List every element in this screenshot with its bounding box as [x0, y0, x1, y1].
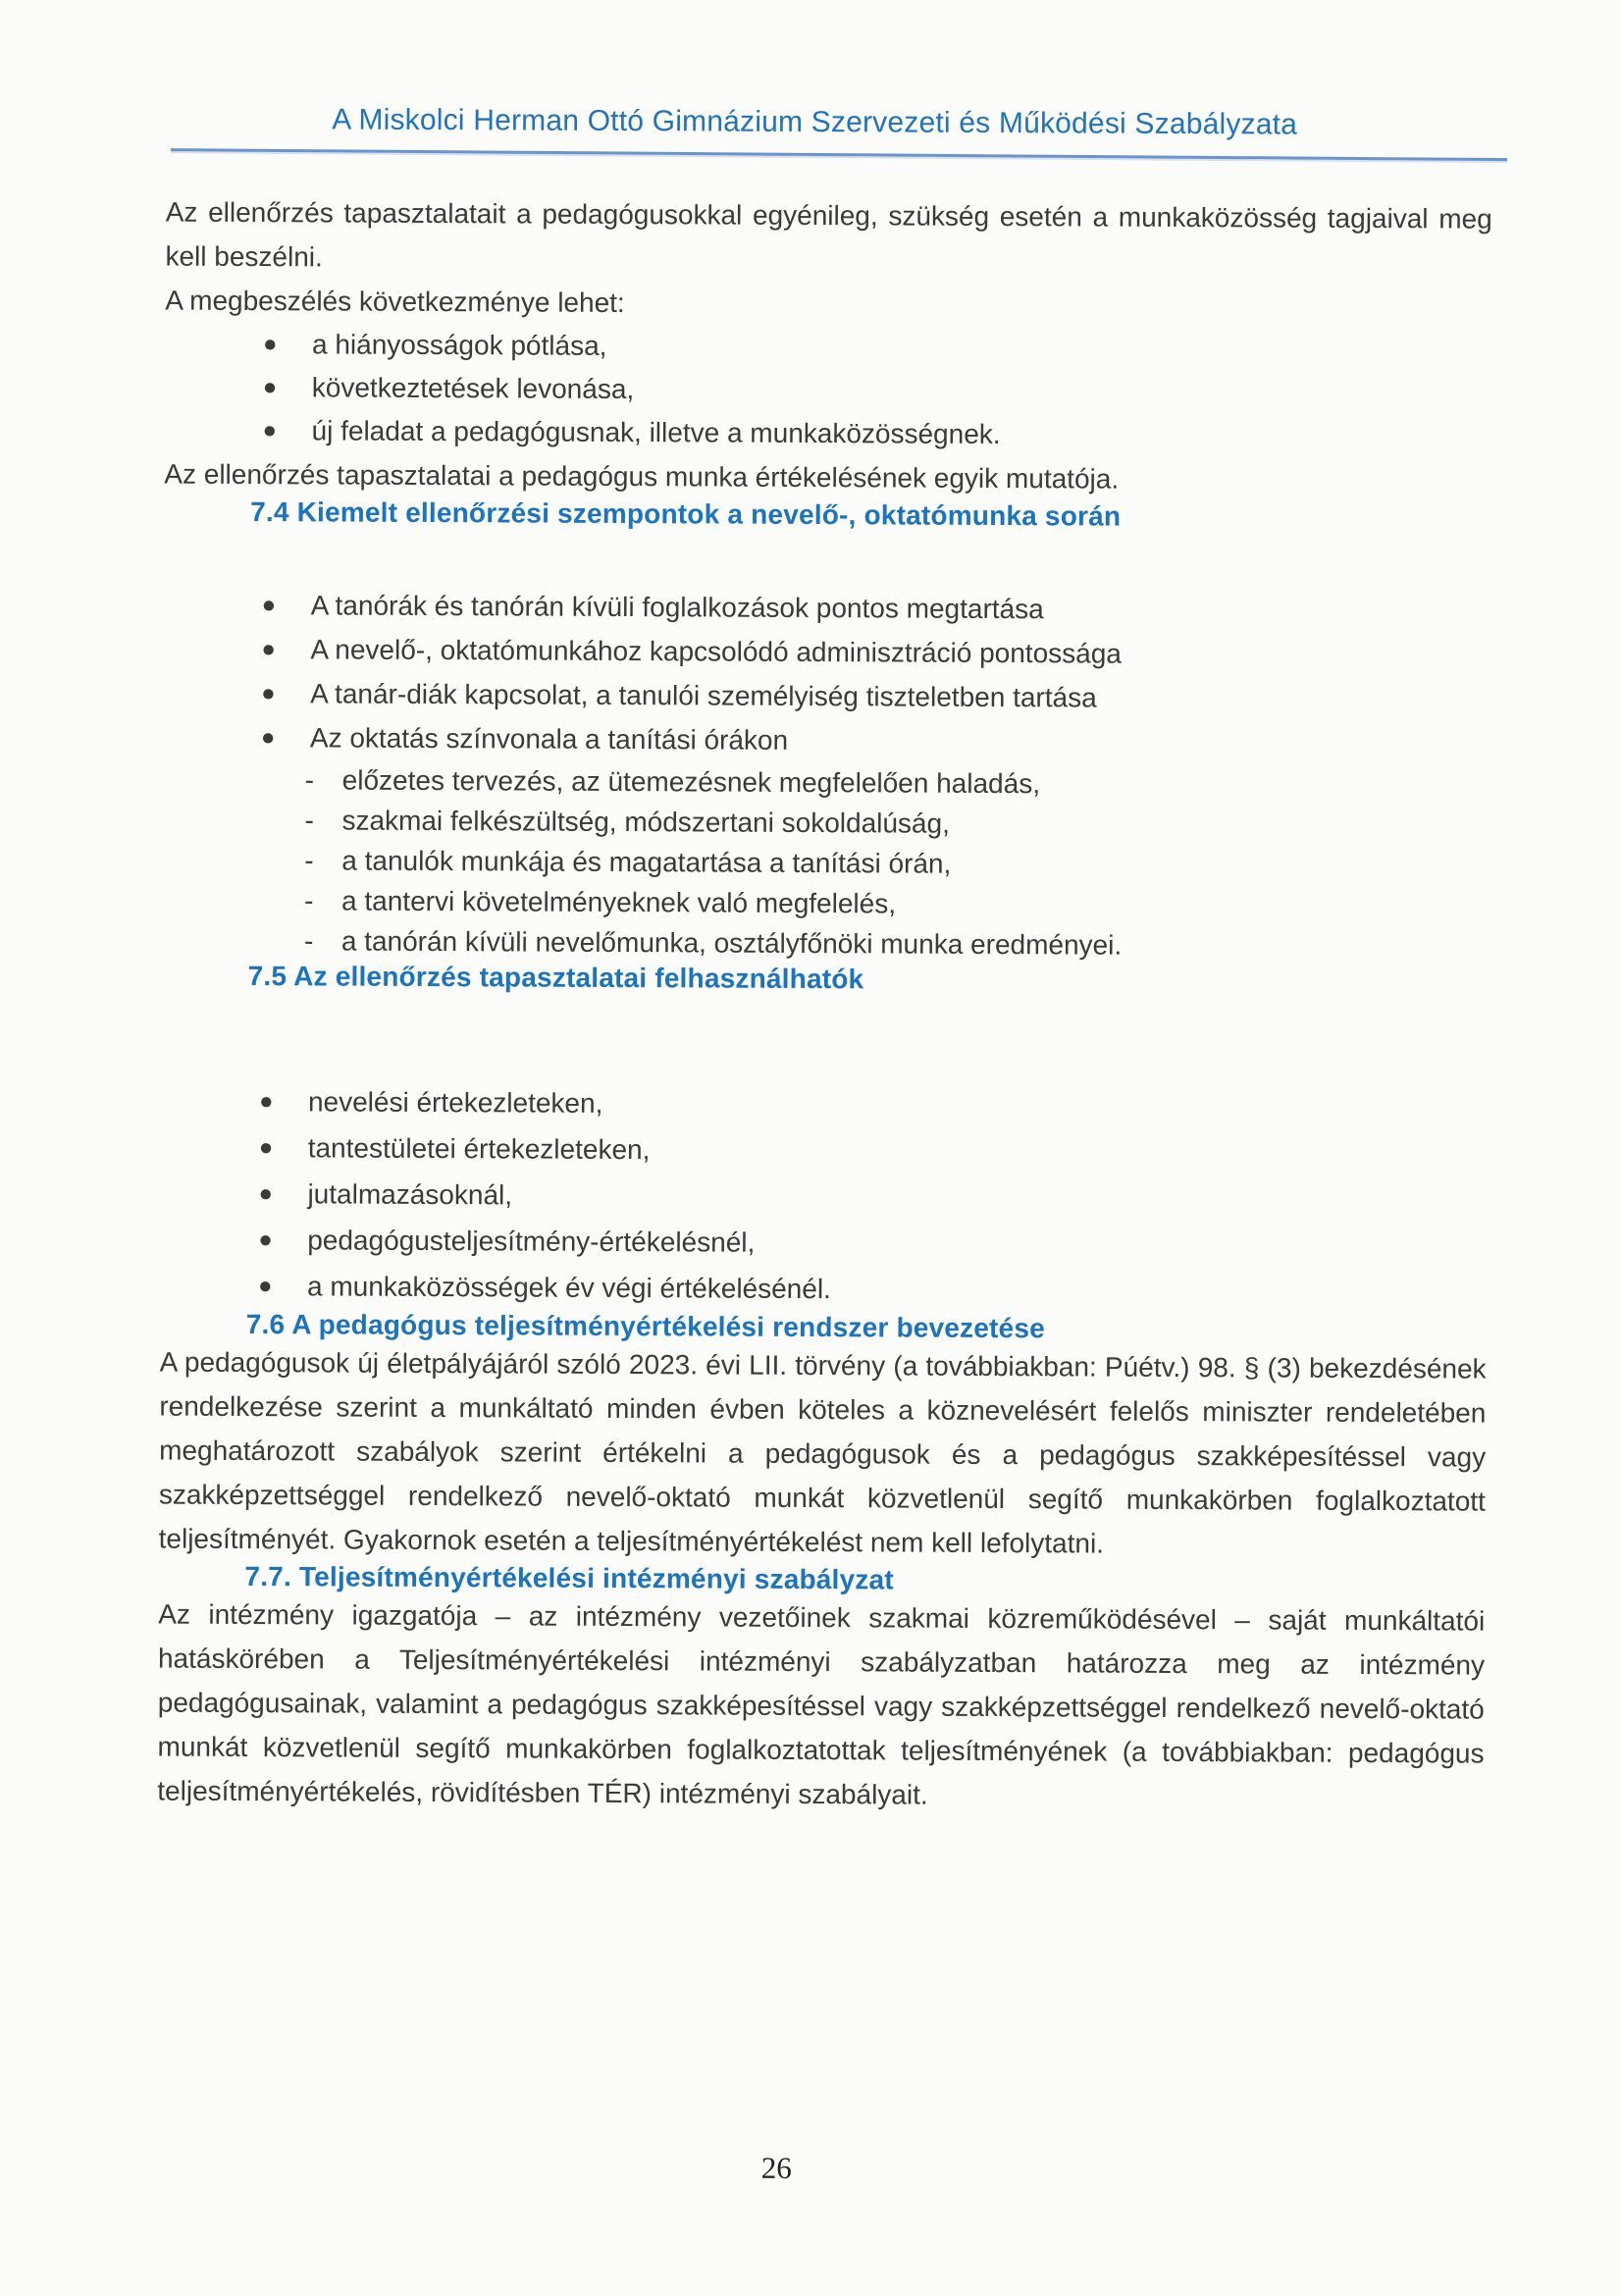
dash-icon: - — [304, 845, 314, 876]
bullet-icon: ● — [258, 1226, 273, 1254]
list-item — [162, 840, 1489, 887]
bullet-icon: ● — [258, 1088, 274, 1116]
list-item — [160, 1217, 1487, 1270]
list-item-text: a tanórán kívüli nevelőmunka, osztályfőnöki munka eredményei. — [340, 925, 1123, 961]
intro-paragraph-2: A megbeszélés következménye lehet: — [165, 285, 625, 319]
list-item — [162, 880, 1489, 927]
dash-icon: - — [303, 885, 314, 916]
intro-paragraph-1: Az ellenőrzés tapasztalatait a pedagógusokkal egyénileg, szükség esetén a munkaközösség tagjaival meg kell beszélni. — [165, 196, 1492, 273]
bullet-icon: ● — [261, 592, 277, 619]
list-item — [163, 759, 1490, 807]
section-7-4-dash-sublist — [162, 759, 1490, 967]
bullet-icon: ● — [261, 680, 276, 707]
list-item — [161, 1078, 1488, 1131]
page-header — [4, 0, 1621, 160]
section-heading-7-7: 7.7. Teljesítményértékelési intézményi szabályzat — [244, 1560, 894, 1595]
list-item-text: Az oktatás színvonala a tanítási órákon — [309, 722, 789, 756]
bullet-icon: ● — [257, 1273, 273, 1300]
list-item — [163, 715, 1490, 766]
list-item — [160, 1263, 1487, 1316]
list-item-text: szakmai felkészültség, módszertani sokoldalúság, — [341, 805, 950, 839]
section-7-6-paragraph: A pedagógusok új életpályájáról szóló 2023. évi LII. törvény (a továbbiakban: Púétv.) 98. § (3) bekezdésének rendelkezése szerint a munkáltató minden évben köteles a köznevelésért felelős miniszter rendeletében meghatározott szabályok szerint értékelni a pedagógusok és a pedagógus szakképesítéssel vagy szakképzettséggel rendelkező nevelő-oktató munkát közvetlenül segítő munkakörben foglalkoztatott teljesítményét. Gyakornok esetén a teljesítményértékelést nem kell lefolytatni. — [158, 1346, 1487, 1559]
page-body — [0, 152, 1621, 1821]
document-title: A Miskolci Herman Ottó Gimnázium Szervezeti és Működési Szabályzata — [332, 103, 1298, 141]
list-item-text: tantestületei értekezleteken, — [307, 1132, 651, 1166]
list-item-text: a tantervi követelményeknek való megfelelés, — [340, 885, 897, 919]
list-item-text: előzetes tervezés, az ütemezésnek megfelelően haladás, — [341, 764, 1041, 800]
list-item-text: jutalmazásoknál, — [307, 1178, 513, 1211]
list-item-text: következtetések levonása, — [311, 372, 635, 405]
page-number: 26 — [760, 2150, 792, 2185]
list-item-text: pedagógusteljesítmény-értékelésnél, — [307, 1225, 756, 1258]
list-item-text: a munkaközösségek év végi értékelésénél. — [306, 1271, 831, 1305]
list-item-text: új feladat a pedagógusnak, illetve a munkaközösségnek. — [311, 415, 1001, 450]
bullet-icon: ● — [262, 417, 278, 444]
dash-icon: - — [304, 805, 314, 836]
list-item-text: A nevelő-, oktatómunkához kapcsolódó adminisztráció pontossága — [310, 634, 1122, 669]
list-item-text: A tanár-diák kapcsolat, a tanulói személyiség tiszteletben tartása — [310, 678, 1097, 713]
section-heading-7-4: 7.4 Kiemelt ellenőrzési szempontok a nevelő-, oktatómunka során — [250, 496, 1122, 532]
list-item-text: A tanórák és tanórán kívüli foglalkozások pontos megtartása — [310, 590, 1044, 625]
list-item — [164, 409, 1490, 459]
section-7-4-bullet-list — [163, 583, 1490, 766]
list-item — [160, 1171, 1487, 1224]
page-footer — [0, 2147, 1559, 2190]
section-heading-7-6: 7.6 A pedagógus teljesítményértékelési rendszer bevezetése — [245, 1308, 1046, 1344]
bullet-icon: ● — [261, 636, 276, 663]
list-item — [165, 323, 1491, 373]
bullet-icon: ● — [262, 331, 278, 358]
dash-icon: - — [303, 925, 314, 957]
list-item — [164, 583, 1490, 634]
list-item — [161, 1124, 1488, 1177]
section-7-5-bullet-list — [160, 1078, 1488, 1316]
consequences-list — [164, 323, 1491, 459]
dash-icon: - — [304, 764, 315, 796]
bullet-icon: ● — [260, 724, 276, 752]
list-item-text: a hiányosságok pótlása, — [311, 329, 607, 361]
list-item — [165, 366, 1491, 416]
intro-paragraph-3: Az ellenőrzés tapasztalatai a pedagógus munka értékelésének egyik mutatója. — [164, 458, 1120, 495]
section-heading-7-5: 7.5 Az ellenőrzés tapasztalatai felhasználhatók — [247, 960, 864, 995]
list-item-text: a tanulók munkája és magatartása a tanítási órán, — [341, 845, 952, 879]
bullet-icon: ● — [262, 374, 278, 401]
bullet-icon: ● — [258, 1134, 274, 1162]
list-item — [163, 671, 1490, 722]
list-item-text: nevelési értekezleteken, — [307, 1086, 603, 1119]
list-item — [162, 920, 1489, 967]
bullet-icon: ● — [258, 1180, 274, 1208]
section-7-7-paragraph: Az intézmény igazgatója – az intézmény vezetőinek szakmai közreműködésével – saját munkáltatói hatáskörében a Teljesítményértékelési intézményi szabályzatban határozza meg az intézmény pedagógusainak, valamint a pedagógus szakképesítéssel vagy szakképzettséggel rendelkező nevelő-oktató munkát közvetlenül segítő munkakörben foglalkoztatottak teljesítményének (a továbbiakban: pedagógus teljesítményértékelés, rövidítésben TÉR) intézményi szabályait. — [157, 1598, 1486, 1810]
list-item — [163, 627, 1490, 678]
list-item — [162, 800, 1489, 847]
